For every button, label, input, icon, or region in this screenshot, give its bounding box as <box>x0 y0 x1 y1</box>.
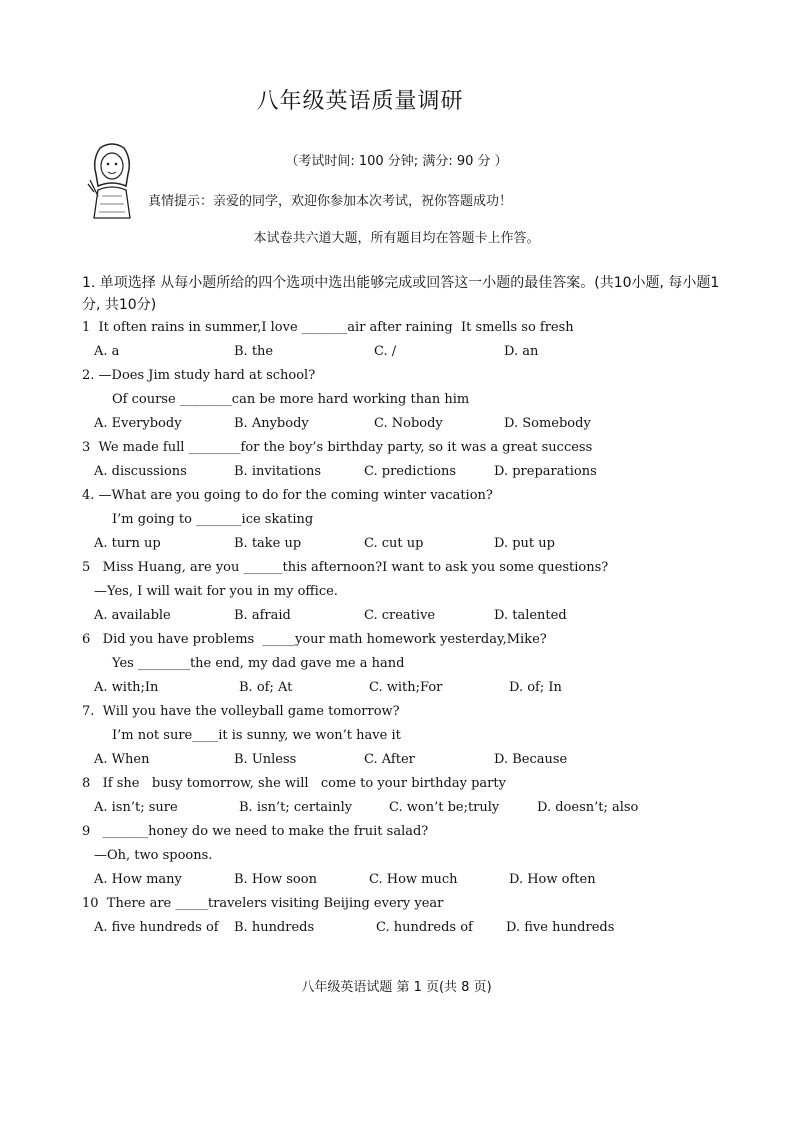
question-7-option-d: D. Because <box>494 752 568 767</box>
tip-text: 真情提示：亲爱的同学，欢迎你参加本次考试，祝你答题成功！ <box>148 194 513 209</box>
question-10-option-a: A. five hundreds of <box>94 920 219 935</box>
question-7-option-a: A. When <box>94 752 150 767</box>
question-8-option-b: B. isn’t; certainly <box>239 800 353 815</box>
question-9-line-1: 9 _______honey do we need to make the fruit salad? <box>82 824 429 839</box>
question-10-option-d: D. five hundreds <box>506 920 615 935</box>
question-4-option-a: A. turn up <box>94 536 161 551</box>
question-3-line-1: 3 We made full ________for the boy’s birthday party, so it was a great success <box>82 440 593 455</box>
question-8-option-d: D. doesn’t; also <box>537 800 639 815</box>
question-1-option-b: B. the <box>234 344 274 359</box>
question-5-options <box>82 604 722 628</box>
question-2-options <box>82 412 722 436</box>
question-5-option-d: D. talented <box>494 608 567 623</box>
page-footer: 八年级英语试题 第 1 页(共 8 页) <box>301 980 492 995</box>
question-1-option-d: D. an <box>504 344 539 359</box>
question-4-option-c: C. cut up <box>364 536 424 551</box>
question-4-option-d: D. put up <box>494 536 555 551</box>
question-2-option-b: B. Anybody <box>234 416 309 431</box>
question-2-line-1: 2. —Does Jim study hard at school? <box>82 368 316 383</box>
question-6-option-d: D. of; In <box>509 680 562 695</box>
question-10-options <box>82 916 722 940</box>
question-1-option-a: A. a <box>94 344 120 359</box>
question-7-line-1: 7. Will you have the volleyball game tomorrow? <box>82 704 400 719</box>
question-8-line-1: 8 If she busy tomorrow, she will come to your birthday party <box>82 776 506 791</box>
question-9-options <box>82 868 722 892</box>
question-9-option-c: C. How much <box>369 872 458 887</box>
question-9-option-a: A. How many <box>94 872 182 887</box>
question-7-line-2: I’m not sure____it is sunny, we won’t have it <box>112 728 401 743</box>
question-10-option-b: B. hundreds <box>234 920 315 935</box>
question-4-line-2: I’m going to _______ice skating <box>112 512 314 527</box>
question-9-line-2: —Oh, two spoons. <box>94 848 213 863</box>
question-6-line-1: 6 Did you have problems _____your math homework yesterday,Mike? <box>82 632 547 647</box>
question-list <box>82 316 722 940</box>
question-4-options <box>82 532 722 556</box>
question-10-line-1: 10 There are _____travelers visiting Beijing every year <box>82 896 444 911</box>
question-2-option-d: D. Somebody <box>504 416 591 431</box>
question-5-option-b: B. afraid <box>234 608 291 623</box>
question-9-option-d: D. How often <box>509 872 596 887</box>
question-2-line-2: Of course ________can be more hard working than him <box>112 392 470 407</box>
question-8-option-a: A. isn’t; sure <box>94 800 178 815</box>
question-7-option-b: B. Unless <box>234 752 297 767</box>
question-6-line-2: Yes ________the end, my dad gave me a hand <box>112 656 405 671</box>
question-7-options <box>82 748 722 772</box>
question-3-options <box>82 460 722 484</box>
question-3-option-a: A. discussions <box>94 464 187 479</box>
question-9-option-b: B. How soon <box>234 872 317 887</box>
question-6-option-c: C. with;For <box>369 680 443 695</box>
question-5-line-1: 5 Miss Huang, are you ______this afternoon?I want to ask you some questions? <box>82 560 609 575</box>
question-5-option-c: C. creative <box>364 608 436 623</box>
question-1-option-c: C. / <box>374 344 397 359</box>
question-3-option-b: B. invitations <box>234 464 322 479</box>
exam-note: 本试卷共六道大题，所有题目均在答题卡上作答。 <box>253 231 540 246</box>
question-8-options <box>82 796 722 820</box>
question-10-option-c: C. hundreds of <box>376 920 473 935</box>
question-4-option-b: B. take up <box>234 536 302 551</box>
question-6-option-b: B. of; At <box>239 680 293 695</box>
question-6-options <box>82 676 722 700</box>
question-2-option-a: A. Everybody <box>94 416 182 431</box>
question-2-option-c: C. Nobody <box>374 416 443 431</box>
question-4-line-1: 4. —What are you going to do for the coming winter vacation? <box>82 488 493 503</box>
question-6-option-a: A. with;In <box>94 680 159 695</box>
question-1-line-1: 1 It often rains in summer,I love _______air after raining It smells so fresh <box>82 320 574 335</box>
question-8-option-c: C. won’t be;truly <box>389 800 500 815</box>
question-5-option-a: A. available <box>94 608 171 623</box>
question-1-options <box>82 340 722 364</box>
exam-time: （考试时间: 100 分钟; 满分: 90 分 ） <box>285 154 508 169</box>
section-1-heading: 1. 单项选择 从每小题所给的四个选项中选出能够完成或回答这一小题的最佳答案。(共10小题, 每小题1分, 共10分) <box>82 275 720 313</box>
question-7-option-c: C. After <box>364 752 415 767</box>
question-3-option-d: D. preparations <box>494 464 597 479</box>
question-5-line-2: —Yes, I will wait for you in my office. <box>94 584 338 599</box>
page-title: 八年级英语质量调研 <box>256 89 464 114</box>
question-3-option-c: C. predictions <box>364 464 456 479</box>
